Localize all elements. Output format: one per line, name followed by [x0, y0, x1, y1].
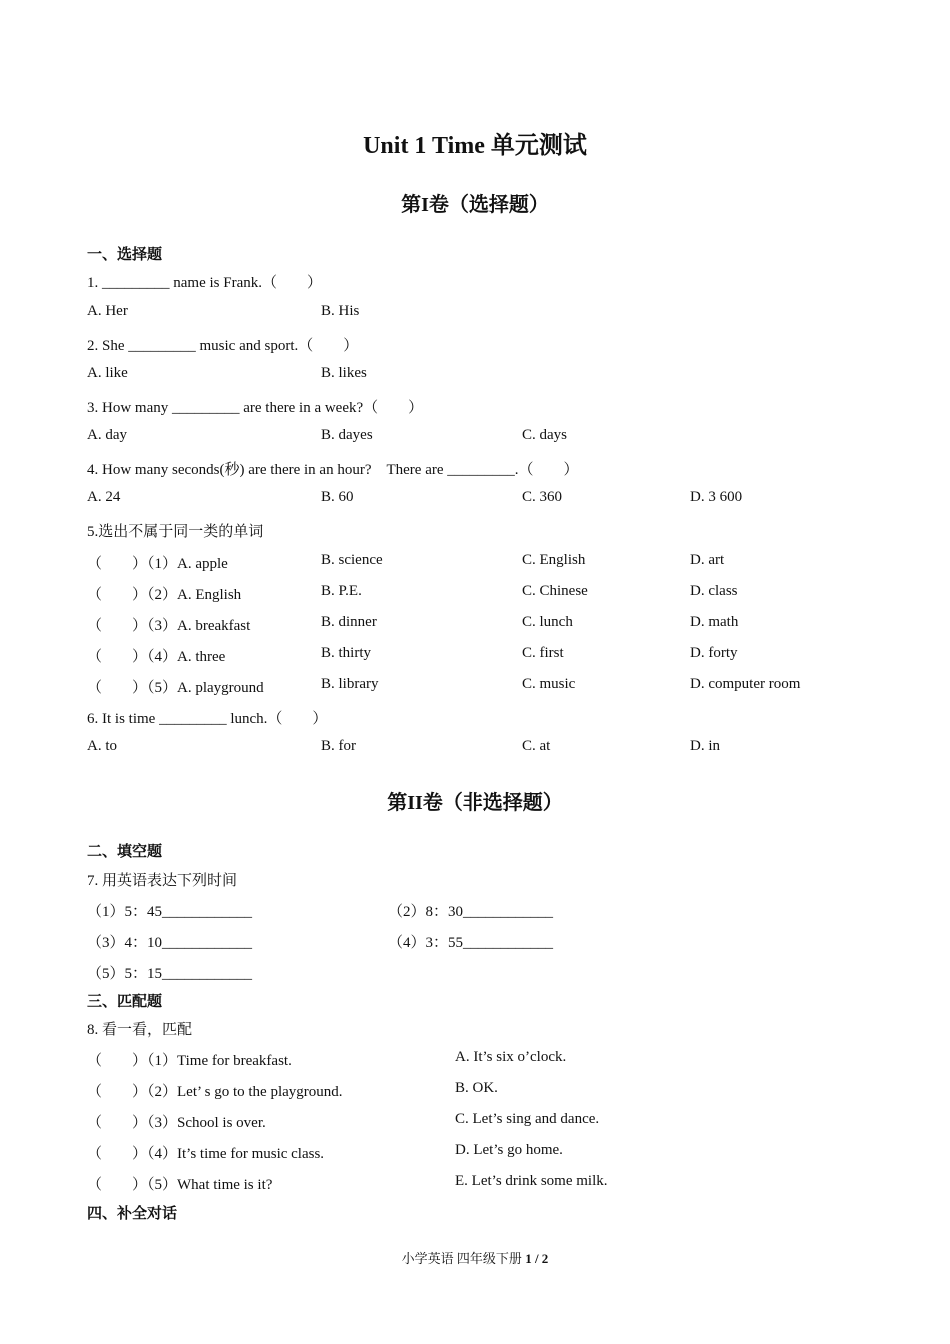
part-two-heading: 第II卷（非选择题） — [387, 792, 563, 814]
question-8-right-b: B. OK. — [455, 1080, 498, 1096]
question-3-stem: 3. How many _________ are there in a week?（ ） — [87, 400, 424, 416]
question-5-row-4-a: （ ）（4）A. three — [87, 649, 226, 665]
question-5-stem: 5.选出不属于同一类的单词 — [87, 524, 264, 540]
question-6-option-c: C. at — [522, 738, 551, 754]
question-5-row-2-c: C. Chinese — [522, 583, 588, 599]
page-title: Unit 1 Time 单元测试 — [363, 133, 587, 159]
question-8-left-1: （ ）（1）Time for breakfast. — [87, 1053, 292, 1069]
question-8-right-a: A. It’s six o’clock. — [455, 1049, 567, 1065]
question-5-row-2-b: B. P.E. — [321, 583, 362, 599]
question-2-option-a: A. like — [87, 365, 128, 381]
section-heading-dialogue: 四、补全对话 — [87, 1206, 178, 1222]
question-6-option-d: D. in — [690, 738, 720, 754]
question-8-stem: 8. 看一看，匹配 — [87, 1022, 193, 1038]
question-5-row-1-a: （ ）（1）A. apple — [87, 556, 228, 572]
question-6-stem: 6. It is time _________ lunch.（ ） — [87, 711, 328, 727]
question-1-option-a: A. Her — [87, 303, 128, 319]
question-5-row-1-c: C. English — [522, 552, 586, 568]
page-footer — [0, 1248, 950, 1267]
question-5-row-5-b: B. library — [321, 676, 379, 692]
section-heading-match: 三、匹配题 — [87, 994, 163, 1010]
question-4-option-d: D. 3 600 — [690, 489, 743, 505]
question-5-row-4-c: C. first — [522, 645, 564, 661]
question-5-row-5-c: C. music — [522, 676, 576, 692]
question-5-row-5-d: D. computer room — [690, 676, 801, 692]
question-4-stem: 4. How many seconds(秒) are there in an hour? There are _________.（ ） — [87, 462, 579, 478]
question-8-right-d: D. Let’s go home. — [455, 1142, 563, 1158]
question-3-option-a: A. day — [87, 427, 127, 443]
question-4-option-c: C. 360 — [522, 489, 563, 505]
question-7-item-3: （3）4：10____________ — [87, 935, 253, 951]
question-7-item-4: （4）3：55____________ — [388, 935, 554, 951]
question-1-stem: 1. _________ name is Frank.（ ） — [87, 275, 322, 291]
question-3-option-c: C. days — [522, 427, 567, 443]
part-one-heading: 第I卷（选择题） — [401, 194, 549, 216]
question-6-option-b: B. for — [321, 738, 356, 754]
question-4-option-b: B. 60 — [321, 489, 354, 505]
question-5-row-3-c: C. lunch — [522, 614, 573, 630]
question-7-item-1: （1）5：45____________ — [87, 904, 253, 920]
question-5-row-2-d: D. class — [690, 583, 738, 599]
question-5-row-3-a: （ ）（3）A. breakfast — [87, 618, 251, 634]
section-heading-choice: 一、选择题 — [87, 247, 163, 263]
question-5-row-3-d: D. math — [690, 614, 739, 630]
question-5-row-1-d: D. art — [690, 552, 725, 568]
question-7-item-5: （5）5：15____________ — [87, 966, 253, 982]
question-5-row-4-b: B. thirty — [321, 645, 372, 661]
question-2-stem: 2. She _________ music and sport.（ ） — [87, 338, 359, 354]
page-number: 1 / 2 — [525, 1251, 549, 1266]
question-5-row-2-a: （ ）（2）A. English — [87, 587, 242, 603]
question-6-option-a: A. to — [87, 738, 117, 754]
question-8-right-c: C. Let’s sing and dance. — [455, 1111, 600, 1127]
question-7-stem: 7. 用英语表达下列时间 — [87, 873, 238, 889]
question-8-left-4: （ ）（4）It’s time for music class. — [87, 1146, 325, 1162]
question-5-row-5-a: （ ）（5）A. playground — [87, 680, 264, 696]
question-8-left-5: （ ）（5）What time is it? — [87, 1177, 273, 1193]
question-4-option-a: A. 24 — [87, 489, 121, 505]
question-7-item-2: （2）8：30____________ — [388, 904, 554, 920]
question-3-option-b: B. dayes — [321, 427, 373, 443]
question-2-option-b: B. likes — [321, 365, 367, 381]
question-8-right-e: E. Let’s drink some milk. — [455, 1173, 608, 1189]
question-5-row-3-b: B. dinner — [321, 614, 377, 630]
question-5-row-1-b: B. science — [321, 552, 383, 568]
question-1-option-b: B. His — [321, 303, 360, 319]
section-heading-fill: 二、填空题 — [87, 844, 163, 860]
footer-text: 小学英语 四年级下册 — [401, 1251, 526, 1266]
question-8-left-3: （ ）（3）School is over. — [87, 1115, 266, 1131]
question-5-row-4-d: D. forty — [690, 645, 738, 661]
question-8-left-2: （ ）（2）Let’ s go to the playground. — [87, 1084, 343, 1100]
